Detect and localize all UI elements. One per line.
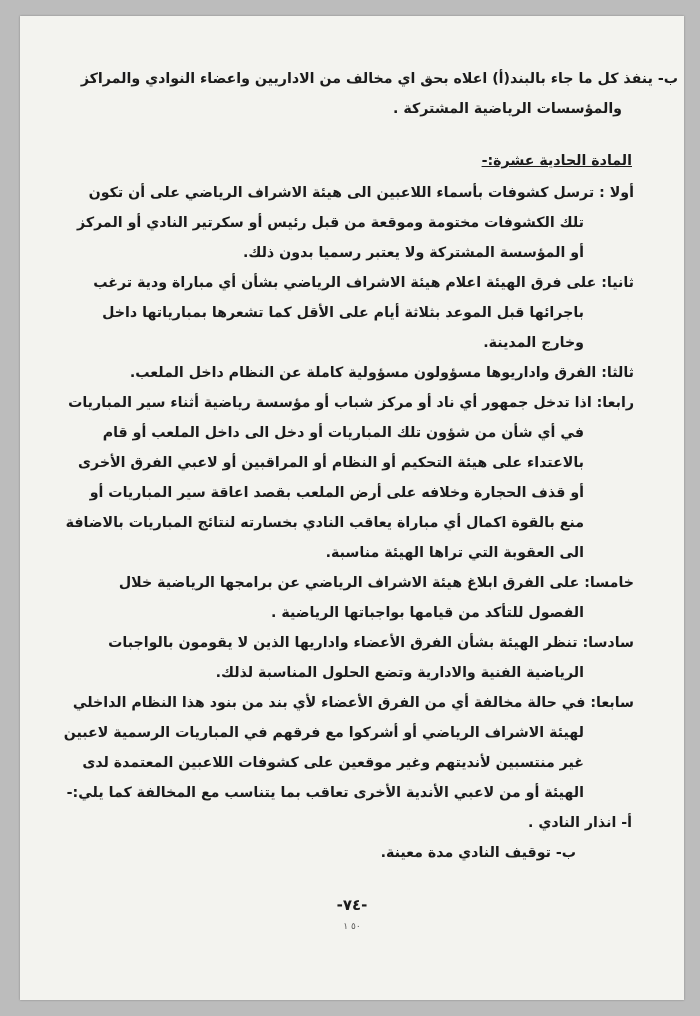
page-number: -٧٤-: [336, 896, 368, 914]
clause-seventh: سابعا: في حالة مخالفة أي من الفرق الأعضاء لأي بند من بنود هذا النظام الداخلي لهيئة الاشراف الرياضي أو أشركوا مع فرقهم في المباريات الرسمية لاعبين غير منتسبين لأنديتهم وغير موقعين على كشوفات اللاعبين المعتمدة لدى الهيئة أو من لاعبي الأندية الأخرى تعاقب بما يتناسب مع المخالفة كما يلي:-: [63, 695, 634, 801]
article-title: المادة الحادية عشرة:-: [481, 153, 632, 169]
penalty-item: أ- انذار النادي .: [528, 815, 632, 831]
clause-fifth: خامسا: على الفرق ابلاغ هيئة الاشراف الرياضي عن برامجها الرياضية خلال الفصول للتأكد من قيامها بواجباتها الرياضية .: [118, 575, 634, 621]
penalty-item: ب- توقيف النادي مدة معينة.: [380, 845, 576, 861]
clause-fourth: رابعا: اذا تدخل جمهور أي ناد أو مركز شباب أو مؤسسة رياضية أثناء سير المباريات في أي شأن من شؤون تلك المباريات أو دخل الى داخل الملعب أو قام بالاعتداء على هيئة التحكيم أو النظام أو المراقبين أو لاعبي الفرق الأخرى أو قذف الحجارة وخلافه على أرض الملعب بقصد اعاقة سير المباريات أو منع بالقوة اكمال أي مباراة يعاقب النادي بخسارته لنتائج المباريات بالاضافة الى العقوبة التي تراها الهيئة مناسبة.: [65, 395, 634, 561]
clause-first: أولا : ترسل كشوفات بأسماء اللاعبين الى هيئة الاشراف الرياضي على أن تكون تلك الكشوفات مختومة وموقعة من قبل رئيس أو سكرتير النادي أو المركز أو المؤسسة المشتركة ولا يعتبر رسميا بدون ذلك.: [77, 185, 634, 261]
intro-paragraph: ب- ينفذ كل ما جاء بالبند(أ) اعلاه بحق اي مخالف من الاداريين واعضاء النوادي والمراكز والمؤسسات الرياضية المشتركة .: [80, 71, 678, 117]
footer-mark: ٥٠ ١: [343, 922, 361, 932]
clause-second: ثانيا: على فرق الهيئة اعلام هيئة الاشراف الرياضي بشأن أي مباراة ودية ترغب باجرائها قبل الموعد بثلاثة أيام على الأقل كما تشعرها بمبارياتها داخل وخارج المدينة.: [93, 275, 634, 351]
clause-sixth: سادسا: تنظر الهيئة بشأن الفرق الأعضاء واداريها الذين لا يقومون بالواجبات الرياضية الفنية والادارية وتضع الحلول المناسبة لذلك.: [108, 635, 634, 681]
document-body: [62, 64, 678, 868]
document-page: [20, 16, 684, 1000]
clause-third: ثالثا: الفرق واداريوها مسؤولون مسؤولية كاملة عن النظام داخل الملعب.: [129, 365, 634, 381]
